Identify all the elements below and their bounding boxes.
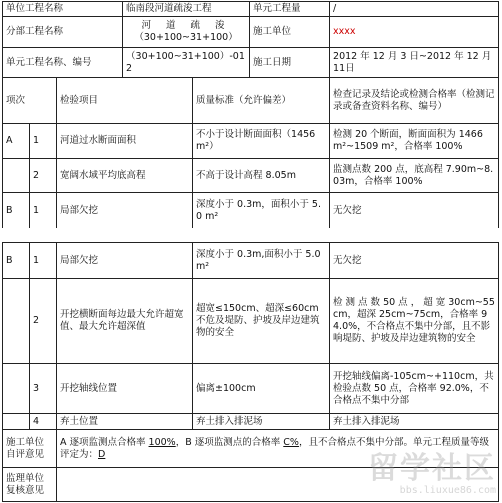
row-number: 1 [30, 243, 57, 279]
self-grade: D [98, 448, 106, 460]
quality-table-part1 [2, 1, 499, 229]
header-row-1 [3, 2, 499, 17]
row-item: 局部欠挖 [57, 243, 193, 279]
table-row [3, 243, 499, 279]
row-standard: 深度小于 0.3m，面积小于 5.0 m² [193, 193, 330, 229]
row-standard: 不高于设计高程 8.05m [193, 159, 330, 193]
col-result: 检查记录及结论或检测合格率（检测记录或备查资料名称、编号） [330, 78, 499, 124]
row-category [3, 414, 30, 430]
table-row [3, 193, 499, 229]
col-check-item: 检验项目 [57, 78, 193, 124]
construction-unit-label: 施工单位 [250, 17, 330, 48]
watermark-text: 留学社区 [368, 451, 496, 486]
row-number: 2 [30, 279, 57, 364]
row-result: 无欠挖 [330, 193, 499, 229]
supervisor-label: 监理单位复核意见 [3, 468, 57, 502]
unit-work-qty-label: 单元工程量 [250, 2, 330, 17]
row-number: 4 [30, 414, 57, 430]
row-result: 监测点数 200 点，底高程 7.90m~8.03m，合格率 100% [330, 159, 499, 193]
element-label: 单元工程名称、编号 [3, 48, 123, 78]
column-header-row [3, 78, 499, 124]
self-text-3: ，且不合格点不集中分部。单元工程质量等级评定为： [60, 436, 489, 460]
row-number: 1 [30, 124, 57, 159]
table-row [3, 159, 499, 193]
construction-date-label: 施工日期 [250, 48, 330, 78]
construction-unit-value: xxxx [330, 17, 499, 48]
row-category: B [3, 193, 30, 229]
row-number: 3 [30, 364, 57, 414]
row-result: 弃土排入排泥场 [330, 414, 499, 430]
self-rate-b: C% [283, 436, 299, 448]
row-item: 局部欠挖 [57, 193, 193, 229]
self-text-1: A 逐项监测点合格率 [60, 436, 149, 448]
row-item: 开挖轴线位置 [57, 364, 193, 414]
row-item: 弃土位置 [57, 414, 193, 430]
table-row [3, 124, 499, 159]
unit-project-value: 临南段河道疏浚工程 [123, 2, 250, 17]
watermark-url: bbs.liuxue86.com [399, 485, 496, 496]
row-category: B [3, 243, 30, 279]
table-row [3, 279, 499, 364]
sub-project-label: 分部工程名称 [3, 17, 123, 48]
row-standard: 弃土排入排泥场 [193, 414, 330, 430]
row-category [3, 279, 30, 364]
supervisor-text [57, 468, 499, 502]
row-result: 检测 20 个断面，断面面积为 1466 m²~1509 m²，合格率 100% [330, 124, 499, 159]
sub-project-name: 河 道 疏 浚 [141, 20, 231, 31]
row-standard: 超宽≤150cm、超深≤60cm 不危及堤防、护坡及岸边建筑物的安全 [193, 279, 330, 364]
header-row-3 [3, 48, 499, 78]
row-number: 2 [30, 159, 57, 193]
row-category [3, 159, 30, 193]
row-item: 宽阔水域平均底高程 [57, 159, 193, 193]
row-result: 检 测 点 数 50 点 ， 超 宽 30cm~55cm，超深 25cm~75cm，合格率 94.0%，不合格点不集中分部，且不影响堤防、护坡及岸边建筑物的安全 [330, 279, 499, 364]
self-assessment-row [3, 430, 499, 468]
row-item: 开挖横断面每边最大允许超宽值、最大允许超深值 [57, 279, 193, 364]
row-category [3, 364, 30, 414]
self-assessment-label: 施工单位自评意见 [3, 430, 57, 468]
row-standard: 不小于设计断面面积（1456 m²） [193, 124, 330, 159]
sub-project-range: （30+100~31+100） [134, 32, 238, 43]
self-text-2: ，B 逐项监测点的合格率 [175, 436, 284, 448]
row-item: 河道过水断面面积 [57, 124, 193, 159]
construction-date-value: 2012 年 12 月 3 日~2012 年 12 月 11日 [330, 48, 499, 78]
self-rate-a: 100% [148, 436, 176, 448]
table-row [3, 414, 499, 430]
sub-project-value [123, 17, 250, 48]
row-result: 无欠挖 [330, 243, 499, 279]
row-number: 1 [30, 193, 57, 229]
row-result: 开挖轴线偏离-105cm~+110cm，共检验点数 50 点，合格率 92.0%，不合格点不集中分部 [330, 364, 499, 414]
row-standard: 偏离±100cm [193, 364, 330, 414]
col-standard: 质量标准（允许偏差） [193, 78, 330, 124]
row-standard: 深度小于 0.3m,面积小于 5.0 m² [193, 243, 330, 279]
element-value: （30+100~31+100）-012 [123, 48, 250, 78]
table-row [3, 364, 499, 414]
unit-work-qty-value: / [330, 2, 499, 17]
unit-project-label: 单位工程名称 [3, 2, 123, 17]
quality-table-part2 [2, 242, 499, 502]
page-break-gap [0, 228, 502, 242]
self-assessment-text [57, 430, 499, 468]
col-item: 项次 [3, 78, 57, 124]
header-row-2 [3, 17, 499, 48]
supervisor-row [3, 468, 499, 502]
row-category: A [3, 124, 30, 159]
